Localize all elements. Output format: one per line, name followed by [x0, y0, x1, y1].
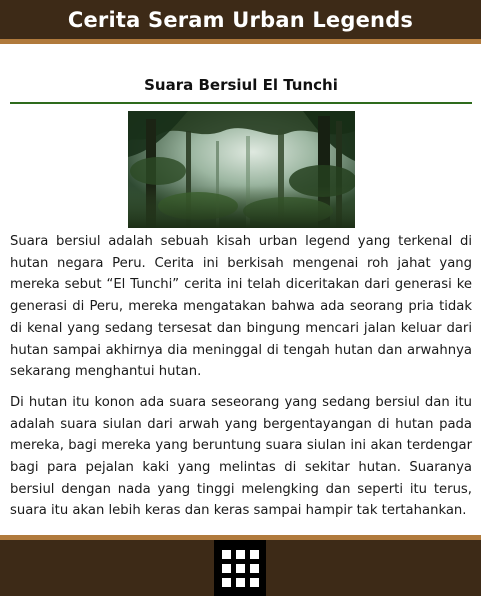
app-header [0, 0, 481, 44]
article-content[interactable] [0, 49, 481, 535]
article-title: Suara Bersiul El Tunchi [144, 76, 338, 94]
menu-button[interactable] [214, 540, 266, 596]
jungle-forest-image [128, 111, 355, 228]
app-title: Cerita Seram Urban Legends [67, 7, 414, 32]
article-paragraph: Di hutan itu konon ada suara seseorang yang sedang bersiul dan itu adalah suara siulan dari arwah yang bergentayangan di hutan pada mereka, bagi mereka yang beruntung suara siulan ini akan terdengar bagi para pejalan kaki yang melintas di sekitar hutan. Suaranya bersiul dengan nada yang tinggi melengking dan seperti itu terus, suara itu akan lebih keras dan keras sampai hampir tak tertahankan. [10, 394, 472, 519]
article-paragraph: Suara bersiul adalah sebuah kisah urban legend yang terkenal di hutan negara Peru. Cerita ini berkisah mengenai roh jahat yang mereka sebut “El Tunchi” cerita ini telah diceritakan dari generasi ke generasi di Peru, mereka mengatakan bahwa ada seorang pria tidak di kenal yang sedang tersesat dan bingung mencari jalan keluar dari hutan sampai akhirnya dia meninggal di tengah hutan dan arwahnya sekarang menghantui hutan. [10, 234, 472, 380]
bottom-bar [0, 535, 481, 596]
grid-menu-icon [222, 550, 259, 587]
title-divider [10, 102, 472, 104]
